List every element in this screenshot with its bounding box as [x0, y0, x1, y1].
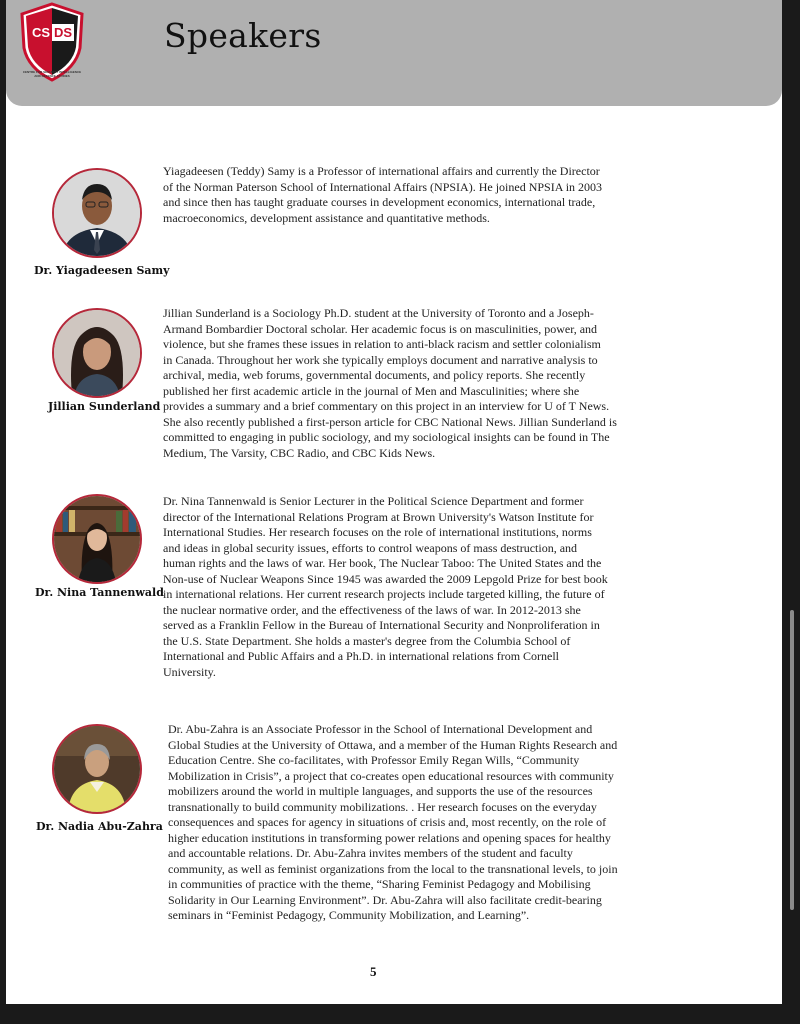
page-title: Speakers: [164, 16, 322, 55]
bio-line: She also recently published a first-person article for CBC National News. Jillian Sunderland is: [163, 414, 617, 429]
speaker-name: Dr. Nadia Abu-Zahra: [36, 820, 163, 833]
page-header: [6, 0, 782, 106]
bio-line: consequences and spaces for agency in situations of crisis and, most recently, on the role of: [168, 815, 607, 829]
speaker-bio: [163, 164, 753, 226]
bio-line: University.: [163, 664, 216, 679]
bio-line: transnationally to build community mobilizations. . Her research focuses on the everyday: [168, 799, 597, 814]
bio-line: higher education institutions in transforming power relations and opening spaces for healthy: [168, 830, 611, 845]
bio-line: the nuclear normative order, and the effectiveness of the laws of war. In 2012-2013 she: [163, 602, 581, 617]
bio-line: mobilizers around the world in multiple languages, and supports the use of the resources: [168, 784, 593, 798]
logo-tagline: CENTRE FOR SECURITY INTELLIGENCE AND DEFENCE STUDIES: [22, 70, 82, 78]
scrollbar-thumb[interactable]: [790, 610, 794, 910]
bio-line: International and Public Affairs and a Ph.D. in international relations from Cornell: [163, 649, 560, 663]
bio-line: Education Centre. She co-facilitates, with Professor Emily Regan Wills, “Community: [168, 753, 580, 767]
bio-line: violence, but she frames these issues in relation to anti-black racism and settler colonialism: [163, 337, 601, 351]
speaker-name: Dr. Yiagadeesen Samy: [34, 264, 170, 277]
bio-line: Non-use of Nuclear Weapons Since 1945 was awarded the 2009 Lepgold Prize for best book: [163, 571, 608, 586]
bio-line: Dr. Nina Tannenwald is Senior Lecturer in the Political Science Department and former: [163, 494, 584, 508]
vertical-scrollbar[interactable]: [788, 0, 798, 1004]
bio-line: committed to engaging in public sociology, and my sociological insights can be found in The: [163, 430, 610, 444]
bio-line: published her first academic article in the journal of Men and Masculinities; where she: [163, 383, 580, 398]
page-number: 5: [370, 964, 377, 979]
bio-line: Mobilization in Crisis”, a project that co-creates open educational resources with community: [168, 768, 614, 783]
bio-line: and accountable relations. Dr. Abu-Zahra invites members of the student and faculty: [168, 846, 573, 860]
bio-line: International Studies. Her research focuses on the role of international institutions, norms: [163, 525, 592, 539]
bio-line: Armand Bombardier Doctoral scholar. Her academic focus is on masculinities, power, and: [163, 321, 598, 336]
logo-text-right: DS: [53, 25, 73, 40]
bio-line: macroeconomics, development assistance and quantitative methods.: [163, 210, 490, 225]
speaker-photo-woman-dark-hair: [52, 308, 142, 398]
bio-line: and since then has taught graduate courses in development economics, international trade,: [163, 195, 596, 209]
bio-line: community, as well as feminist organizations from the local to the transnational levels, to join: [168, 861, 618, 876]
document-page: [6, 0, 782, 1004]
bio-line: provides a summary and a brief commentary on this project in an interview for U of T News.: [163, 399, 610, 413]
bio-line: in international relations. Her current research projects include targeted killing, the future of: [163, 587, 605, 601]
bio-line: Solidarity in Our Learning Environment”. Dr. Abu-Zahra will also facilitate credit-bearing: [168, 892, 602, 907]
logo-text-left: CS: [31, 25, 51, 40]
bio-line: Jillian Sunderland is a Sociology Ph.D. student at the University of Toronto and a Joseph-: [163, 306, 594, 320]
speaker-photo-woman-yellow-jacket: [52, 724, 142, 814]
speaker-photo-woman-bookshelf: [52, 494, 142, 584]
bio-line: of the Norman Paterson School of International Affairs (NPSIA). He joined NPSIA in 2003: [163, 179, 603, 194]
speaker-photo-man-suit: [52, 168, 142, 258]
bio-line: Dr. Abu-Zahra is an Associate Professor in the School of International Development and: [168, 722, 593, 736]
speaker-bio: [163, 494, 753, 680]
bio-line: Yiagadeesen (Teddy) Samy is a Professor of international affairs and currently the Director: [163, 164, 600, 178]
speaker-bio: [163, 306, 753, 461]
bio-line: the U.S. State Department. She holds a master's degree from the Columbia School of: [163, 633, 571, 648]
speaker-bio: [168, 722, 758, 924]
bio-line: in communities of practice with the theme, “Sharing Feminist Pedagogy and Mobilising: [168, 877, 591, 891]
bio-line: director of the International Relations Program at Brown University's Watson Institute for: [163, 509, 594, 524]
bio-line: Global Studies at the University of Ottawa, and a member of the Human Rights Research and: [168, 737, 618, 752]
bio-line: and ideas in global security issues, efforts to control weapons of mass destruction, and: [163, 540, 578, 555]
bio-line: archival, media, web forums, governmental documents, and policy reports. She recently: [163, 368, 586, 382]
bio-line: seminars in “Feminist Pedagogy, Community Mobilization, and Learning”.: [168, 908, 530, 922]
bio-line: served as a Franklin Fellow in the Bureau of International Security and Nonproliferation in: [163, 618, 600, 632]
bio-line: human rights and the laws of war. Her book, The Nuclear Taboo: The United States and the: [163, 556, 602, 570]
speaker-name: Jillian Sunderland: [48, 400, 161, 413]
speaker-name: Dr. Nina Tannenwald: [35, 586, 164, 599]
bio-line: Medium, The Varsity, CBC Radio, and CBC Kids News.: [163, 445, 436, 460]
bio-line: in Canada. Throughout her work she typically employs document and narrative analysis to: [163, 352, 598, 367]
